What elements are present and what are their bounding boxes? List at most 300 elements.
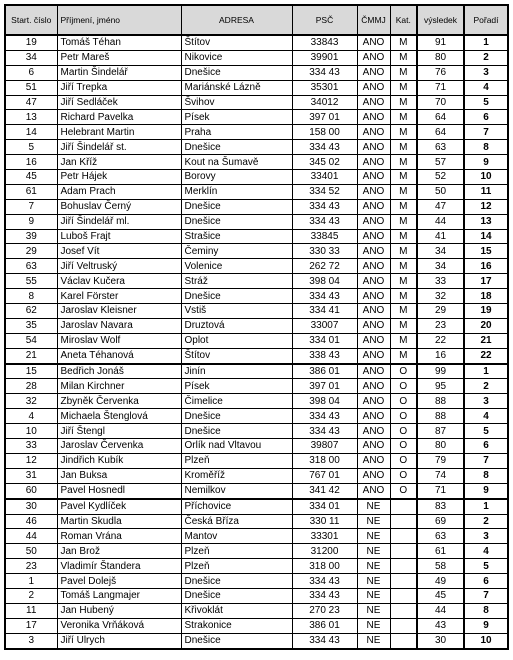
- table-row: [5, 95, 508, 110]
- cmmj-cell: ANO: [357, 170, 390, 185]
- psc-cell: 330 11: [292, 514, 357, 529]
- result-cell: 47: [417, 199, 464, 214]
- start-number-cell: 51: [5, 80, 57, 95]
- cmmj-cell: ANO: [357, 65, 390, 80]
- psc-cell: 398 04: [292, 274, 357, 289]
- address-cell: Borovy: [181, 170, 292, 185]
- cmmj-cell: NE: [357, 499, 390, 514]
- cmmj-cell: ANO: [357, 394, 390, 409]
- address-cell: Dnešice: [181, 588, 292, 603]
- address-cell: Praha: [181, 125, 292, 140]
- address-cell: Dnešice: [181, 633, 292, 648]
- category-cell: M: [390, 80, 417, 95]
- cmmj-cell: ANO: [357, 50, 390, 65]
- cmmj-cell: ANO: [357, 95, 390, 110]
- results-table: [4, 4, 509, 650]
- table-row: [5, 259, 508, 274]
- result-cell: 57: [417, 155, 464, 170]
- table-row: [5, 170, 508, 185]
- table-row: [5, 184, 508, 199]
- table-row: [5, 140, 508, 155]
- category-cell: O: [390, 468, 417, 483]
- table-row: [5, 65, 508, 80]
- psc-cell: 334 41: [292, 304, 357, 319]
- psc-cell: 341 42: [292, 483, 357, 498]
- start-number-cell: 60: [5, 483, 57, 498]
- cmmj-cell: NE: [357, 588, 390, 603]
- category-cell: [390, 603, 417, 618]
- category-cell: O: [390, 439, 417, 454]
- result-cell: 74: [417, 468, 464, 483]
- start-number-cell: 9: [5, 214, 57, 229]
- cmmj-cell: ANO: [357, 348, 390, 363]
- psc-cell: 334 52: [292, 184, 357, 199]
- table-row: [5, 603, 508, 618]
- name-cell: Richard Pavelka: [57, 110, 181, 125]
- address-cell: Orlík nad Vltavou: [181, 439, 292, 454]
- table-row: [5, 514, 508, 529]
- category-cell: [390, 559, 417, 574]
- name-cell: Jaroslav Kleisner: [57, 304, 181, 319]
- start-number-cell: 62: [5, 304, 57, 319]
- name-cell: Jiří Šindelář st.: [57, 140, 181, 155]
- rank-cell: 17: [464, 274, 508, 289]
- category-cell: [390, 588, 417, 603]
- rank-cell: 10: [464, 633, 508, 648]
- cmmj-cell: ANO: [357, 453, 390, 468]
- table-row: [5, 50, 508, 65]
- start-number-cell: 4: [5, 409, 57, 424]
- category-cell: M: [390, 95, 417, 110]
- category-cell: O: [390, 483, 417, 498]
- category-cell: [390, 544, 417, 559]
- result-cell: 43: [417, 618, 464, 633]
- start-number-cell: 44: [5, 529, 57, 544]
- cmmj-cell: ANO: [357, 289, 390, 304]
- name-cell: Helebrant Martin: [57, 125, 181, 140]
- address-cell: Dnešice: [181, 65, 292, 80]
- address-cell: Merklín: [181, 184, 292, 199]
- result-cell: 88: [417, 394, 464, 409]
- psc-cell: 397 01: [292, 379, 357, 394]
- cmmj-cell: ANO: [357, 229, 390, 244]
- name-cell: Jan Hubený: [57, 603, 181, 618]
- address-cell: Křivoklát: [181, 603, 292, 618]
- psc-cell: 33301: [292, 529, 357, 544]
- rank-cell: 10: [464, 170, 508, 185]
- rank-cell: 8: [464, 603, 508, 618]
- psc-cell: 334 43: [292, 424, 357, 439]
- rank-cell: 7: [464, 125, 508, 140]
- psc-cell: 334 43: [292, 140, 357, 155]
- address-cell: Nemilkov: [181, 483, 292, 498]
- rank-cell: 1: [464, 499, 508, 514]
- result-cell: 16: [417, 348, 464, 363]
- start-number-cell: 30: [5, 499, 57, 514]
- rank-cell: 4: [464, 80, 508, 95]
- name-cell: Bedřich Jonáš: [57, 364, 181, 379]
- rank-cell: 8: [464, 468, 508, 483]
- name-cell: Jindřich Kubík: [57, 453, 181, 468]
- cmmj-cell: ANO: [357, 318, 390, 333]
- name-cell: Jiří Veltruský: [57, 259, 181, 274]
- rank-cell: 7: [464, 588, 508, 603]
- start-number-cell: 39: [5, 229, 57, 244]
- start-number-cell: 47: [5, 95, 57, 110]
- result-cell: 34: [417, 244, 464, 259]
- header-category: Kat.: [390, 5, 417, 35]
- result-cell: 71: [417, 80, 464, 95]
- name-cell: Jaroslav Navara: [57, 318, 181, 333]
- category-cell: O: [390, 364, 417, 379]
- psc-cell: 158 00: [292, 125, 357, 140]
- name-cell: Miroslav Wolf: [57, 333, 181, 348]
- category-cell: O: [390, 453, 417, 468]
- psc-cell: 31200: [292, 544, 357, 559]
- result-cell: 63: [417, 140, 464, 155]
- start-number-cell: 3: [5, 633, 57, 648]
- name-cell: Jiří Trepka: [57, 80, 181, 95]
- category-cell: M: [390, 155, 417, 170]
- name-cell: Pavel Kydlíček: [57, 499, 181, 514]
- rank-cell: 4: [464, 409, 508, 424]
- category-cell: M: [390, 333, 417, 348]
- category-cell: M: [390, 140, 417, 155]
- table-row: [5, 289, 508, 304]
- address-cell: Kout na Šumavě: [181, 155, 292, 170]
- header-cmmj: ČMMJ: [357, 5, 390, 35]
- name-cell: Karel Förster: [57, 289, 181, 304]
- result-cell: 50: [417, 184, 464, 199]
- address-cell: Dnešice: [181, 289, 292, 304]
- cmmj-cell: ANO: [357, 110, 390, 125]
- name-cell: Zbyněk Červenka: [57, 394, 181, 409]
- name-cell: Bohuslav Černý: [57, 199, 181, 214]
- result-cell: 70: [417, 95, 464, 110]
- name-cell: Jiří Ulrych: [57, 633, 181, 648]
- name-cell: Jan Brož: [57, 544, 181, 559]
- rank-cell: 1: [464, 35, 508, 50]
- rank-cell: 2: [464, 50, 508, 65]
- header-rank: Pořadí: [464, 5, 508, 35]
- cmmj-cell: NE: [357, 544, 390, 559]
- address-cell: Plzeň: [181, 544, 292, 559]
- start-number-cell: 45: [5, 170, 57, 185]
- category-cell: M: [390, 289, 417, 304]
- result-cell: 64: [417, 125, 464, 140]
- address-cell: Jinín: [181, 364, 292, 379]
- name-cell: Jaroslav Červenka: [57, 439, 181, 454]
- table-row: [5, 483, 508, 498]
- table-row: [5, 633, 508, 648]
- header-psc: PSČ: [292, 5, 357, 35]
- name-cell: Petr Hájek: [57, 170, 181, 185]
- cmmj-cell: ANO: [357, 364, 390, 379]
- address-cell: Vstiš: [181, 304, 292, 319]
- table-row: [5, 379, 508, 394]
- cmmj-cell: ANO: [357, 199, 390, 214]
- table-row: [5, 468, 508, 483]
- category-cell: M: [390, 125, 417, 140]
- start-number-cell: 2: [5, 588, 57, 603]
- psc-cell: 35301: [292, 80, 357, 95]
- rank-cell: 3: [464, 529, 508, 544]
- name-cell: Jiří Šindelář ml.: [57, 214, 181, 229]
- category-cell: M: [390, 304, 417, 319]
- address-cell: Čeminy: [181, 244, 292, 259]
- psc-cell: 33401: [292, 170, 357, 185]
- rank-cell: 19: [464, 304, 508, 319]
- header-row: [5, 5, 508, 35]
- address-cell: Stráž: [181, 274, 292, 289]
- start-number-cell: 34: [5, 50, 57, 65]
- psc-cell: 334 43: [292, 65, 357, 80]
- results-body: [5, 35, 508, 649]
- psc-cell: 334 43: [292, 409, 357, 424]
- psc-cell: 34012: [292, 95, 357, 110]
- category-cell: O: [390, 424, 417, 439]
- result-cell: 61: [417, 544, 464, 559]
- category-cell: M: [390, 348, 417, 363]
- table-row: [5, 499, 508, 514]
- result-cell: 30: [417, 633, 464, 648]
- result-cell: 76: [417, 65, 464, 80]
- psc-cell: 334 43: [292, 289, 357, 304]
- name-cell: Roman Vrána: [57, 529, 181, 544]
- name-cell: Jan Kříž: [57, 155, 181, 170]
- result-cell: 95: [417, 379, 464, 394]
- rank-cell: 14: [464, 229, 508, 244]
- address-cell: Plzeň: [181, 559, 292, 574]
- result-cell: 29: [417, 304, 464, 319]
- name-cell: Aneta Téhanová: [57, 348, 181, 363]
- start-number-cell: 33: [5, 439, 57, 454]
- table-row: [5, 618, 508, 633]
- start-number-cell: 19: [5, 35, 57, 50]
- cmmj-cell: ANO: [357, 274, 390, 289]
- psc-cell: 386 01: [292, 618, 357, 633]
- psc-cell: 262 72: [292, 259, 357, 274]
- psc-cell: 334 01: [292, 333, 357, 348]
- result-cell: 49: [417, 574, 464, 589]
- address-cell: Dnešice: [181, 199, 292, 214]
- table-row: [5, 304, 508, 319]
- rank-cell: 13: [464, 214, 508, 229]
- start-number-cell: 5: [5, 140, 57, 155]
- result-cell: 87: [417, 424, 464, 439]
- result-cell: 34: [417, 259, 464, 274]
- result-cell: 52: [417, 170, 464, 185]
- result-cell: 91: [417, 35, 464, 50]
- address-cell: Štítov: [181, 35, 292, 50]
- start-number-cell: 61: [5, 184, 57, 199]
- table-row: [5, 424, 508, 439]
- address-cell: Strašice: [181, 229, 292, 244]
- result-cell: 44: [417, 214, 464, 229]
- name-cell: Tomáš Téhan: [57, 35, 181, 50]
- cmmj-cell: ANO: [357, 80, 390, 95]
- psc-cell: 33007: [292, 318, 357, 333]
- start-number-cell: 54: [5, 333, 57, 348]
- psc-cell: 334 43: [292, 199, 357, 214]
- cmmj-cell: ANO: [357, 379, 390, 394]
- psc-cell: 318 00: [292, 559, 357, 574]
- name-cell: Luboš Frajt: [57, 229, 181, 244]
- start-number-cell: 17: [5, 618, 57, 633]
- cmmj-cell: ANO: [357, 468, 390, 483]
- rank-cell: 6: [464, 574, 508, 589]
- address-cell: Kroměříž: [181, 468, 292, 483]
- name-cell: Václav Kučera: [57, 274, 181, 289]
- table-row: [5, 229, 508, 244]
- name-cell: Pavel Hosnedl: [57, 483, 181, 498]
- rank-cell: 12: [464, 199, 508, 214]
- cmmj-cell: NE: [357, 514, 390, 529]
- table-row: [5, 453, 508, 468]
- cmmj-cell: ANO: [357, 140, 390, 155]
- rank-cell: 6: [464, 439, 508, 454]
- category-cell: O: [390, 379, 417, 394]
- result-cell: 83: [417, 499, 464, 514]
- start-number-cell: 16: [5, 155, 57, 170]
- psc-cell: 386 01: [292, 364, 357, 379]
- rank-cell: 9: [464, 618, 508, 633]
- address-cell: Oplot: [181, 333, 292, 348]
- results-table-container: [4, 4, 509, 650]
- table-row: [5, 364, 508, 379]
- rank-cell: 3: [464, 65, 508, 80]
- address-cell: Dnešice: [181, 214, 292, 229]
- rank-cell: 5: [464, 559, 508, 574]
- category-cell: M: [390, 184, 417, 199]
- category-cell: [390, 499, 417, 514]
- address-cell: Písek: [181, 379, 292, 394]
- category-cell: [390, 514, 417, 529]
- psc-cell: 330 33: [292, 244, 357, 259]
- psc-cell: 39807: [292, 439, 357, 454]
- start-number-cell: 13: [5, 110, 57, 125]
- table-row: [5, 244, 508, 259]
- rank-cell: 5: [464, 424, 508, 439]
- start-number-cell: 14: [5, 125, 57, 140]
- cmmj-cell: ANO: [357, 244, 390, 259]
- address-cell: Písek: [181, 110, 292, 125]
- header-name: Příjmení, jméno: [57, 5, 181, 35]
- result-cell: 79: [417, 453, 464, 468]
- cmmj-cell: ANO: [357, 483, 390, 498]
- start-number-cell: 29: [5, 244, 57, 259]
- table-row: [5, 199, 508, 214]
- table-row: [5, 318, 508, 333]
- psc-cell: 338 43: [292, 348, 357, 363]
- result-cell: 69: [417, 514, 464, 529]
- category-cell: M: [390, 229, 417, 244]
- name-cell: Josef Vít: [57, 244, 181, 259]
- name-cell: Jiří Štengl: [57, 424, 181, 439]
- table-row: [5, 394, 508, 409]
- name-cell: Adam Prach: [57, 184, 181, 199]
- start-number-cell: 31: [5, 468, 57, 483]
- rank-cell: 22: [464, 348, 508, 363]
- category-cell: [390, 618, 417, 633]
- category-cell: M: [390, 214, 417, 229]
- table-row: [5, 333, 508, 348]
- cmmj-cell: ANO: [357, 214, 390, 229]
- psc-cell: 334 43: [292, 588, 357, 603]
- address-cell: Štítov: [181, 348, 292, 363]
- start-number-cell: 7: [5, 199, 57, 214]
- psc-cell: 334 43: [292, 633, 357, 648]
- start-number-cell: 55: [5, 274, 57, 289]
- start-number-cell: 32: [5, 394, 57, 409]
- result-cell: 88: [417, 409, 464, 424]
- rank-cell: 2: [464, 379, 508, 394]
- psc-cell: 33845: [292, 229, 357, 244]
- result-cell: 44: [417, 603, 464, 618]
- psc-cell: 398 04: [292, 394, 357, 409]
- table-row: [5, 559, 508, 574]
- category-cell: M: [390, 318, 417, 333]
- cmmj-cell: ANO: [357, 184, 390, 199]
- address-cell: Strakonice: [181, 618, 292, 633]
- cmmj-cell: ANO: [357, 333, 390, 348]
- category-cell: [390, 574, 417, 589]
- cmmj-cell: NE: [357, 559, 390, 574]
- table-row: [5, 348, 508, 363]
- cmmj-cell: ANO: [357, 35, 390, 50]
- rank-cell: 3: [464, 394, 508, 409]
- psc-cell: 33843: [292, 35, 357, 50]
- address-cell: Dnešice: [181, 140, 292, 155]
- table-row: [5, 274, 508, 289]
- table-row: [5, 529, 508, 544]
- table-row: [5, 80, 508, 95]
- rank-cell: 21: [464, 333, 508, 348]
- category-cell: M: [390, 244, 417, 259]
- rank-cell: 20: [464, 318, 508, 333]
- start-number-cell: 21: [5, 348, 57, 363]
- rank-cell: 16: [464, 259, 508, 274]
- category-cell: M: [390, 199, 417, 214]
- name-cell: Vladimír Štandera: [57, 559, 181, 574]
- rank-cell: 11: [464, 184, 508, 199]
- start-number-cell: 28: [5, 379, 57, 394]
- category-cell: M: [390, 170, 417, 185]
- table-row: [5, 110, 508, 125]
- table-row: [5, 125, 508, 140]
- address-cell: Dnešice: [181, 409, 292, 424]
- name-cell: Milan Kirchner: [57, 379, 181, 394]
- cmmj-cell: ANO: [357, 259, 390, 274]
- start-number-cell: 1: [5, 574, 57, 589]
- psc-cell: 334 43: [292, 574, 357, 589]
- category-cell: [390, 529, 417, 544]
- result-cell: 63: [417, 529, 464, 544]
- address-cell: Druztová: [181, 318, 292, 333]
- header-address: ADRESA: [181, 5, 292, 35]
- category-cell: M: [390, 65, 417, 80]
- cmmj-cell: NE: [357, 574, 390, 589]
- result-cell: 58: [417, 559, 464, 574]
- name-cell: Veronika Vrňáková: [57, 618, 181, 633]
- start-number-cell: 35: [5, 318, 57, 333]
- cmmj-cell: ANO: [357, 424, 390, 439]
- cmmj-cell: ANO: [357, 439, 390, 454]
- header-result: výsledek: [417, 5, 464, 35]
- table-row: [5, 574, 508, 589]
- psc-cell: 318 00: [292, 453, 357, 468]
- category-cell: M: [390, 35, 417, 50]
